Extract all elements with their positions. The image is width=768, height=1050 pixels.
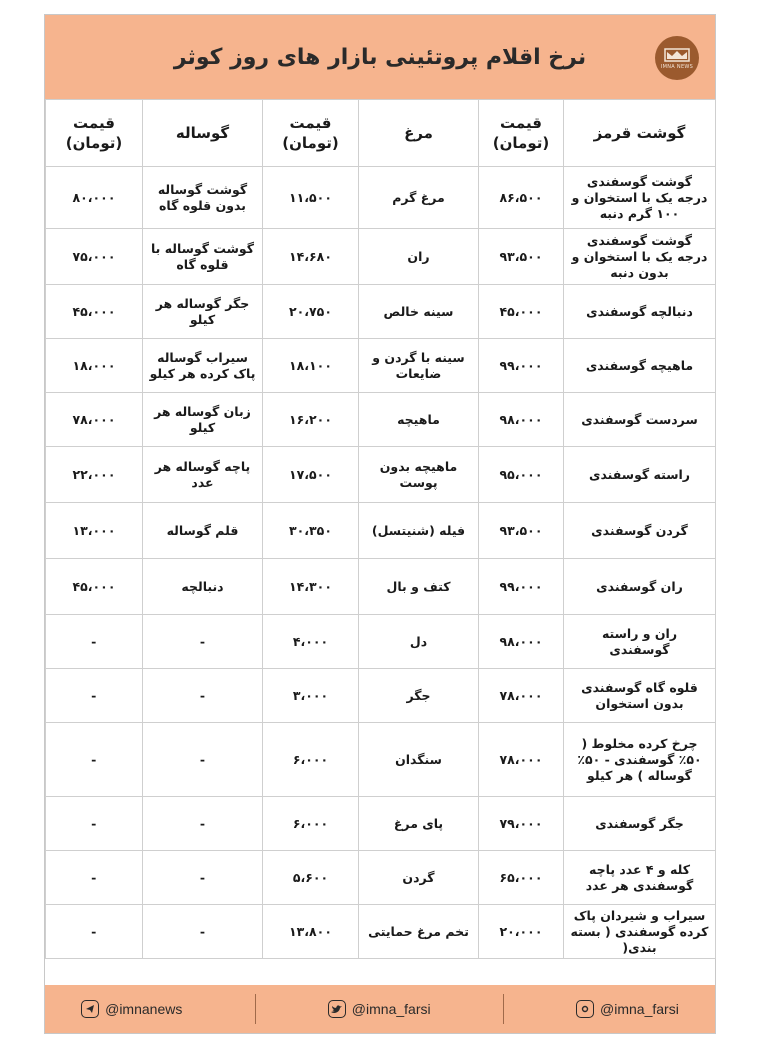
cell-red-meat: کله و ۴ عدد پاچه گوسفندی هر عدد [564,851,716,905]
cell-price-chicken: ۶،۰۰۰ [263,723,359,797]
table-row [46,167,716,229]
cell-price-chicken: ۱۱،۵۰۰ [263,167,359,229]
cell-red-meat: چرخ کرده مخلوط ( ۵۰٪ گوسفندی - ۵۰٪ گوساله ) هر کیلو [564,723,716,797]
header-red-meat: گوشت قرمز [564,100,716,167]
cell-chicken: ماهیچه [359,393,479,447]
cell-price-veal: ۱۸،۰۰۰ [46,339,143,393]
footer-divider [503,994,504,1024]
cell-price-veal: ۷۵،۰۰۰ [46,229,143,285]
cell-red-meat: ران و راسته گوسفندی [564,615,716,669]
table-row [46,851,716,905]
cell-price-chicken: ۱۶،۲۰۰ [263,393,359,447]
cell-veal: سیراب گوساله پاک کرده هر کیلو [143,339,263,393]
cell-price-red-meat: ۷۹،۰۰۰ [479,797,564,851]
cell-price-chicken: ۱۴،۳۰۰ [263,559,359,615]
header-veal: گوساله [143,100,263,167]
cell-chicken: سینه با گردن و ضایعات [359,339,479,393]
page-title: نرخ اقلام پروتئینی بازار های روز کوثر [173,44,587,70]
cell-chicken: تخم مرغ حمایتی [359,905,479,959]
twitter-icon [328,1000,346,1018]
telegram-icon [81,1000,99,1018]
cell-chicken: مرغ گرم [359,167,479,229]
table-row [46,905,716,959]
cell-red-meat: قلوه گاه گوسفندی بدون استخوان [564,669,716,723]
cell-price-veal: - [46,615,143,669]
header-price-chicken: قیمت (تومان) [263,100,359,167]
cell-price-red-meat: ۹۵،۰۰۰ [479,447,564,503]
instagram-label: @imna_farsi [600,1001,679,1017]
cell-price-red-meat: ۹۸،۰۰۰ [479,393,564,447]
cell-price-chicken: ۱۳،۸۰۰ [263,905,359,959]
cell-veal: گوشت گوساله بدون قلوه گاه [143,167,263,229]
footer [45,985,715,1033]
cell-price-red-meat: ۲۰،۰۰۰ [479,905,564,959]
cell-veal: قلم گوساله [143,503,263,559]
cell-chicken: دل [359,615,479,669]
cell-price-chicken: ۵،۶۰۰ [263,851,359,905]
twitter-label: @imna_farsi [351,1001,431,1017]
table-row [46,797,716,851]
cell-veal: گوشت گوساله با قلوه گاه [143,229,263,285]
cell-veal: - [143,723,263,797]
twitter-handle[interactable] [328,1000,431,1018]
price-sheet [44,14,716,1034]
cell-red-meat: سیراب و شیردان پاک کرده گوسفندی ( بسته بندی( [564,905,716,959]
cell-veal: جگر گوساله هر کیلو [143,285,263,339]
table-row [46,559,716,615]
cell-veal: دنبالچه [143,559,263,615]
price-table [45,99,716,959]
table-row [46,229,716,285]
cell-red-meat: گوشت گوسفندی درجه یک با استخوان و بدون دنبه [564,229,716,285]
cell-chicken: جگر [359,669,479,723]
cell-price-red-meat: ۶۵،۰۰۰ [479,851,564,905]
cell-price-red-meat: ۹۹،۰۰۰ [479,339,564,393]
table-row [46,723,716,797]
table-row [46,669,716,723]
instagram-handle[interactable] [576,1000,679,1018]
cell-veal: - [143,905,263,959]
header-price-red-meat: قیمت (تومان) [479,100,564,167]
table-row [46,339,716,393]
cell-red-meat: دنبالچه گوسفندی [564,285,716,339]
cell-price-veal: - [46,797,143,851]
instagram-icon [576,1000,594,1018]
cell-red-meat: گوشت گوسفندی درجه یک با استخوان و ۱۰۰ گرم دنبه [564,167,716,229]
telegram-handle[interactable] [81,1000,182,1018]
telegram-label: @imnanews [105,1001,183,1017]
cell-price-red-meat: ۸۶،۵۰۰ [479,167,564,229]
cell-price-chicken: ۳،۰۰۰ [263,669,359,723]
cell-veal: - [143,851,263,905]
cell-chicken: گردن [359,851,479,905]
imna-logo [655,36,699,80]
crown-icon [664,47,690,63]
header-chicken: مرغ [359,100,479,167]
cell-price-veal: ۴۵،۰۰۰ [46,559,143,615]
cell-price-red-meat: ۷۸،۰۰۰ [479,723,564,797]
cell-veal: پاچه گوساله هر عدد [143,447,263,503]
cell-price-red-meat: ۹۳،۵۰۰ [479,503,564,559]
table-row [46,393,716,447]
cell-price-veal: ۸۰،۰۰۰ [46,167,143,229]
cell-price-chicken: ۱۷،۵۰۰ [263,447,359,503]
cell-price-chicken: ۱۴،۶۸۰ [263,229,359,285]
header-row [46,100,716,167]
table-row [46,447,716,503]
cell-price-veal: - [46,723,143,797]
cell-price-chicken: ۶،۰۰۰ [263,797,359,851]
cell-chicken: کتف و بال [359,559,479,615]
cell-chicken: پای مرغ [359,797,479,851]
cell-chicken: فیله (شنیتسل) [359,503,479,559]
table-row [46,615,716,669]
cell-price-red-meat: ۴۵،۰۰۰ [479,285,564,339]
title-bar [45,15,715,99]
logo-text: IMNA NEWS [660,63,694,70]
cell-price-veal: - [46,851,143,905]
cell-red-meat: سردست گوسفندی [564,393,716,447]
cell-veal: - [143,797,263,851]
cell-chicken: ماهیچه بدون پوست [359,447,479,503]
footer-divider [255,994,256,1024]
cell-price-veal: ۱۳،۰۰۰ [46,503,143,559]
cell-price-veal: - [46,669,143,723]
header-price-veal: قیمت (تومان) [46,100,143,167]
cell-price-red-meat: ۷۸،۰۰۰ [479,669,564,723]
cell-chicken: ران [359,229,479,285]
cell-price-chicken: ۳۰،۳۵۰ [263,503,359,559]
cell-red-meat: ران گوسفندی [564,559,716,615]
cell-red-meat: راسته گوسفندی [564,447,716,503]
table-row [46,285,716,339]
cell-veal: - [143,669,263,723]
cell-price-veal: ۲۲،۰۰۰ [46,447,143,503]
cell-red-meat: گردن گوسفندی [564,503,716,559]
cell-price-red-meat: ۹۹،۰۰۰ [479,559,564,615]
cell-price-chicken: ۴،۰۰۰ [263,615,359,669]
cell-price-veal: - [46,905,143,959]
cell-chicken: سینه خالص [359,285,479,339]
cell-price-chicken: ۱۸،۱۰۰ [263,339,359,393]
cell-red-meat: جگر گوسفندی [564,797,716,851]
cell-chicken: سنگدان [359,723,479,797]
table-row [46,503,716,559]
cell-price-veal: ۴۵،۰۰۰ [46,285,143,339]
cell-veal: زبان گوساله هر کیلو [143,393,263,447]
cell-price-red-meat: ۹۸،۰۰۰ [479,615,564,669]
cell-price-veal: ۷۸،۰۰۰ [46,393,143,447]
cell-red-meat: ماهیچه گوسفندی [564,339,716,393]
cell-price-red-meat: ۹۳،۵۰۰ [479,229,564,285]
cell-price-chicken: ۲۰،۷۵۰ [263,285,359,339]
cell-veal: - [143,615,263,669]
